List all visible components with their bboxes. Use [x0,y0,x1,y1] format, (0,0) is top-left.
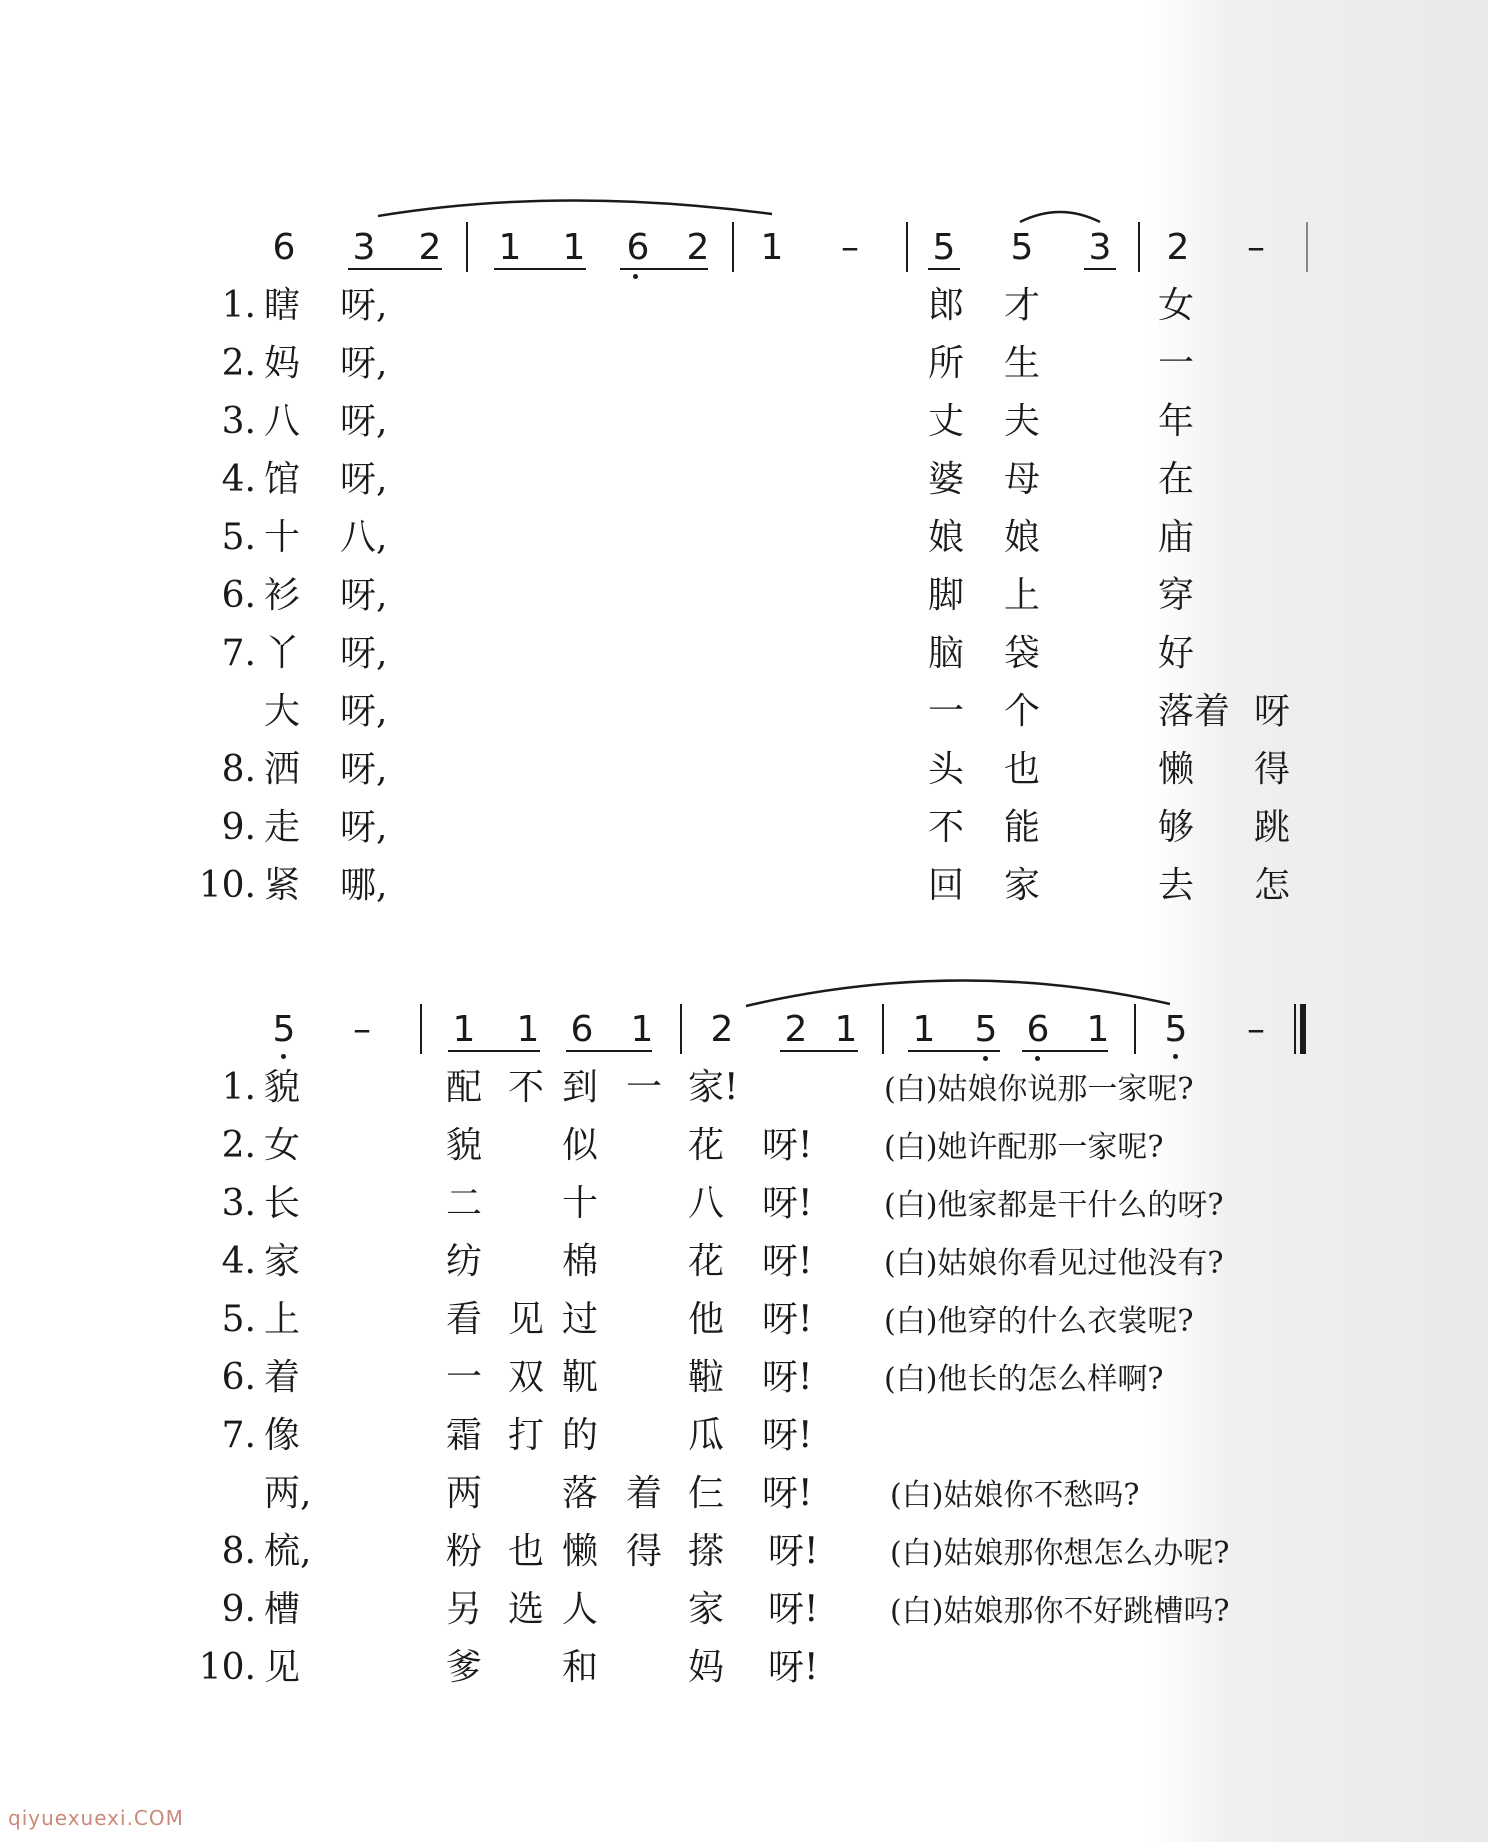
lyric: 个 [1004,691,1041,732]
spoken-line: (白)他穿的什么衣裳呢? [884,1304,1194,1339]
spoken-line: (白)姑娘你不愁吗? [890,1478,1140,1513]
lyric: 袋 [1004,633,1041,674]
bar-line [906,222,908,272]
lyric: 家 [264,1241,301,1282]
lyric: 娘 [928,517,965,558]
lyric: 霜 [446,1415,483,1456]
lyric: 紧 [264,865,301,906]
lyric: 呀, [340,633,388,674]
lyric: 呀, [340,575,388,616]
bar-line [680,1004,682,1054]
verse-number: 2. [221,343,256,384]
lyric: 呀, [340,749,388,790]
note: 3 [1088,227,1112,268]
lyric: 见 [264,1647,301,1688]
underline-beam [1084,268,1116,270]
lyric: 着 [626,1473,663,1514]
note: 5 [1164,1009,1188,1050]
lyric: 十 [264,517,301,558]
lyric: 妈 [264,343,301,384]
lyric: 母 [1004,459,1041,500]
verse-number: 3. [221,1183,256,1224]
low-octave-dot [1035,1056,1040,1061]
lyric: 配 [446,1067,483,1108]
note: 1 [452,1009,476,1050]
lyric: 呀! [768,1647,819,1688]
note: 6 [570,1009,594,1050]
lyric: 呀! [762,1183,813,1224]
lyric: 打 [508,1415,545,1456]
lyric: 庙 [1158,517,1195,558]
underline-beam [566,1050,652,1052]
verse-number: 5. [221,1299,256,1340]
lyric: 才 [1004,285,1041,326]
bar-line [1138,222,1140,272]
lyric: 怎 [1254,865,1291,906]
lyric: 两 [446,1473,483,1514]
extension-dash: – [841,227,859,268]
verse-number: 9. [221,807,256,848]
lyric: 长 [264,1183,301,1224]
underline-beam [448,1050,540,1052]
lyric: 不 [508,1067,545,1108]
lyric: 回 [928,865,965,906]
lyric: 选 [508,1589,545,1630]
note: 5 [1010,227,1034,268]
lyric: 槽 [264,1589,301,1630]
lyric: 脑 [928,633,965,674]
lyric: 上 [1004,575,1041,616]
verse-number: 8. [221,1531,256,1572]
lyric: 一 [928,691,965,732]
note: 2 [418,227,442,268]
verse-number: 10. [198,865,256,906]
lyric: 八 [688,1183,725,1224]
lyric: 女 [264,1125,301,1166]
slur-2 [1020,212,1100,222]
lyric: 走 [264,807,301,848]
lyric: 也 [1004,749,1041,790]
low-octave-dot [983,1056,988,1061]
lyric: 所 [928,343,965,384]
lyric: 到 [562,1067,599,1108]
lyric: 搽 [688,1531,725,1572]
note: 5 [272,1009,296,1050]
bar-line [732,222,734,272]
note: 5 [932,227,956,268]
spoken-line: (白)他长的怎么样啊? [884,1362,1164,1397]
note: 1 [562,227,586,268]
verse-number: 1. [221,285,256,326]
lyric: 呀! [762,1473,813,1514]
lyric: 馆 [264,459,301,500]
spoken-line: (白)姑娘你看见过他没有? [884,1246,1224,1281]
spoken-line: (白)姑娘那你想怎么办呢? [890,1536,1230,1571]
lyric: 貌 [264,1067,301,1108]
verse-number: 7. [221,1415,256,1456]
lyric: 家! [688,1067,739,1108]
lyric: 呀! [762,1241,813,1282]
spoken-line: (白)他家都是干什么的呀? [884,1188,1224,1223]
note: 2 [784,1009,808,1050]
lyric: 脚 [928,575,965,616]
bar-line [420,1004,422,1054]
lyric: 呀! [762,1299,813,1340]
lyric: 大 [264,691,301,732]
lyric: 呀! [762,1415,813,1456]
lyric: 生 [1004,343,1041,384]
note: 2 [710,1009,734,1050]
note: 2 [686,227,710,268]
lyric: 呀, [340,691,388,732]
lyric: 两, [264,1473,312,1514]
note: 5 [974,1009,998,1050]
note: 3 [352,227,376,268]
lyric: 衫 [264,575,301,616]
lyric: 呀! [768,1531,819,1572]
lyric: 像 [264,1415,301,1456]
lyric: 一 [1158,343,1195,384]
lyric: 妈 [688,1647,725,1688]
lyric: 另 [446,1589,483,1630]
lyric: 能 [1004,807,1041,848]
underline-beam [494,268,586,270]
lyric: 着 [264,1357,301,1398]
lyric: 粉 [446,1531,483,1572]
lyric: 双 [508,1357,545,1398]
note: 6 [1026,1009,1050,1050]
lyric: 八 [264,401,301,442]
note: 2 [1166,227,1190,268]
low-octave-dot [1173,1054,1178,1059]
lyric: 花 [688,1241,725,1282]
slur-3 [746,980,1170,1006]
note: 6 [626,227,650,268]
slur-1 [378,200,772,216]
underline-beam [1022,1050,1108,1052]
lyric: 婆 [928,459,965,500]
final-bar-thin [1294,1004,1296,1054]
bar-line [1134,1004,1136,1054]
lyric: 落着 [1158,691,1231,732]
bar-line [466,222,468,272]
lyric: 梳, [264,1531,312,1572]
spoken-line: (白)姑娘你说那一家呢? [884,1072,1194,1107]
note: 6 [272,227,296,268]
lyric: 丈 [928,401,965,442]
lyric: 年 [1158,401,1195,442]
note: 1 [760,227,784,268]
lyric: 懒 [562,1531,599,1572]
lyric: 跳 [1254,807,1291,848]
lyric: 呀 [1254,691,1291,732]
lyric: 似 [562,1125,599,1166]
lyric: 貌 [446,1125,483,1166]
lyric: 瓜 [688,1415,725,1456]
lyric: 丫 [264,633,301,674]
lyric: 在 [1158,459,1195,500]
verse-number: 6. [221,1357,256,1398]
extension-dash: – [353,1009,371,1050]
spoken-line: (白)姑娘那你不好跳槽吗? [890,1594,1230,1629]
note: 1 [912,1009,936,1050]
note: 1 [516,1009,540,1050]
lyric: 人 [562,1589,599,1630]
lyric: 和 [562,1647,599,1688]
bar-line [882,1004,884,1054]
lyric: 落 [562,1473,599,1514]
lyric: 见 [508,1299,545,1340]
lyric: 二 [446,1183,483,1224]
verse-number: 4. [221,459,256,500]
lyric: 呀! [768,1589,819,1630]
lyric: 靰 [562,1357,599,1398]
underline-beam [908,1050,1000,1052]
lyric: 懒 [1158,749,1195,790]
verse-number: 7. [221,633,256,674]
lyric: 呀, [340,285,388,326]
lyric: 十 [562,1183,599,1224]
low-octave-dot [633,274,638,279]
lyric: 郎 [928,285,965,326]
lyric: 娘 [1004,517,1041,558]
lyric: 好 [1158,633,1195,674]
lyric: 呀! [762,1125,813,1166]
lyric: 呀, [340,807,388,848]
lyric: 仨 [688,1473,725,1514]
lyric: 得 [626,1531,663,1572]
underline-beam [928,268,960,270]
watermark: qiyuexuexi.COM [8,1806,184,1830]
lyric: 呀, [340,343,388,384]
lyric: 呀, [340,401,388,442]
lyric: 八, [340,517,388,558]
extension-dash: – [1247,227,1265,268]
underline-beam [780,1050,858,1052]
verse-number: 9. [221,1589,256,1630]
lyric: 家 [1004,865,1041,906]
lyric: 过 [562,1299,599,1340]
lyric: 穿 [1158,575,1195,616]
lyric: 哪, [340,865,388,906]
slur-marks [0,0,1488,260]
lyric: 棉 [562,1241,599,1282]
lyric: 洒 [264,749,301,790]
lyric: 纺 [446,1241,483,1282]
lyric: 一 [626,1067,663,1108]
verse-number: 8. [221,749,256,790]
note: 1 [498,227,522,268]
bar-line [1306,222,1308,272]
lyric: 花 [688,1125,725,1166]
verse-number: 6. [221,575,256,616]
lyric: 家 [688,1589,725,1630]
verse-number: 5. [221,517,256,558]
lyric: 头 [928,749,965,790]
verse-number: 3. [221,401,256,442]
final-bar-thick [1300,1004,1306,1054]
lyric: 也 [508,1531,545,1572]
lyric: 够 [1158,807,1195,848]
lyric: 的 [562,1415,599,1456]
note: 1 [1086,1009,1110,1050]
lyric: 得 [1254,749,1291,790]
verse-number: 10. [198,1647,256,1688]
lyric: 不 [928,807,965,848]
lyric: 去 [1158,865,1195,906]
lyric: 女 [1158,285,1195,326]
lyric: 他 [688,1299,725,1340]
lyric: 呀, [340,459,388,500]
lyric: 瞎 [264,285,301,326]
lyric: 看 [446,1299,483,1340]
extension-dash: – [1247,1009,1265,1050]
lyric: 鞡 [688,1357,725,1398]
note: 1 [834,1009,858,1050]
verse-number: 4. [221,1241,256,1282]
note: 1 [630,1009,654,1050]
low-octave-dot [281,1054,286,1059]
lyric: 一 [446,1357,483,1398]
lyric: 爹 [446,1647,483,1688]
spoken-line: (白)她许配那一家呢? [884,1130,1164,1165]
verse-number: 1. [221,1067,256,1108]
lyric: 夫 [1004,401,1041,442]
verse-number: 2. [221,1125,256,1166]
underline-beam [348,268,442,270]
underline-beam [620,268,708,270]
lyric: 呀! [762,1357,813,1398]
lyric: 上 [264,1299,301,1340]
